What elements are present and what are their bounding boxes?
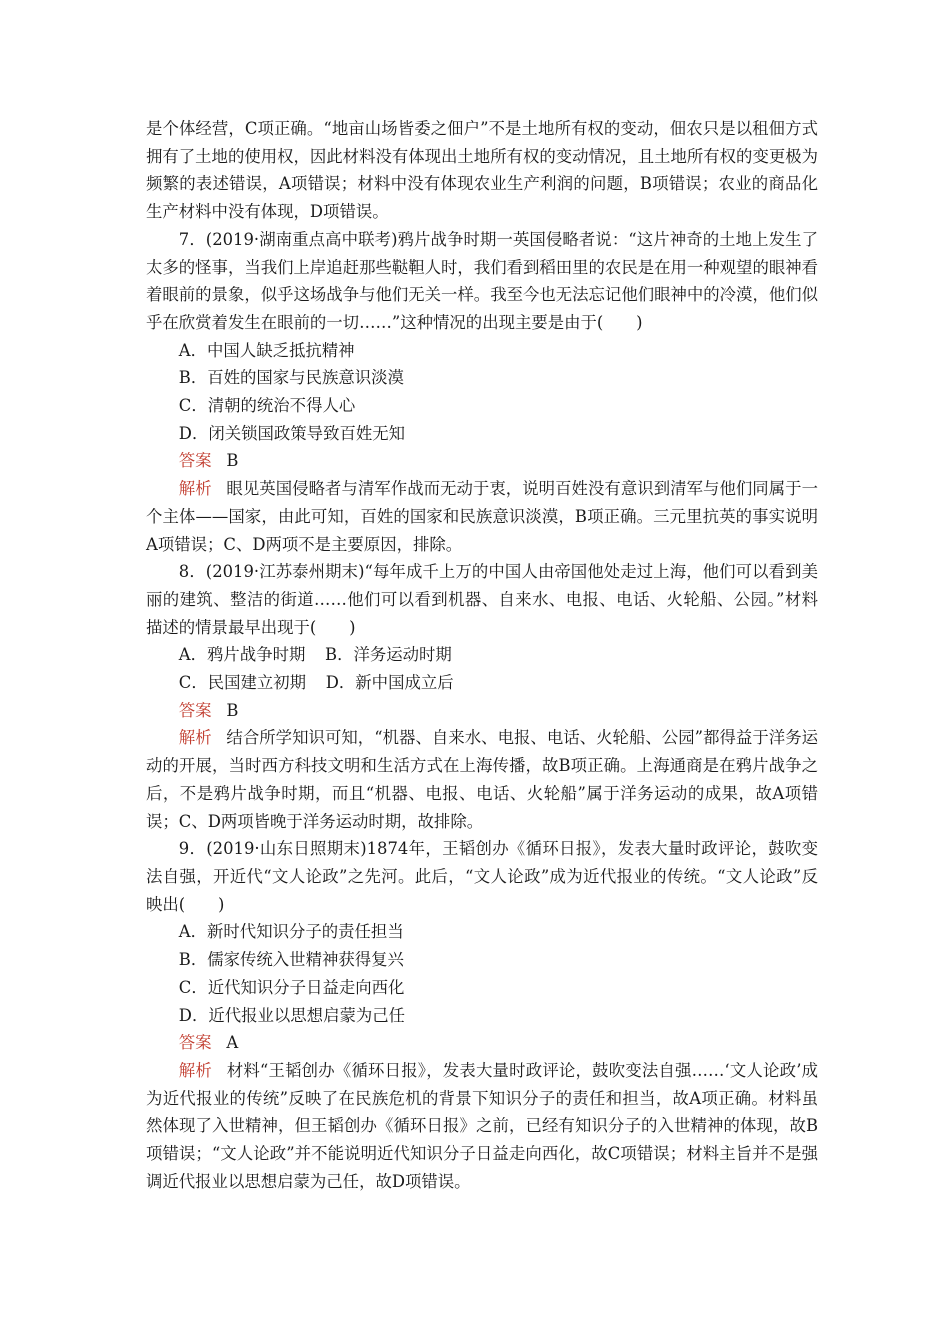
answer-label: 答案 xyxy=(178,700,212,720)
question-8-stem: 8．(2019·江苏泰州期末)“每年成千上万的中国人由帝国他处走过上海，他们可以看到美丽的建筑、整洁的街道……他们可以看到机器、自来水、电报、电话、火轮船、公园。”材料描述的情景最早出现于( ) xyxy=(146,562,818,637)
question-7-analysis-text: 眼见英国侵略者与清军作战而无动于衷，说明百姓没有意识到清军与他们同属于一个主体——国家，由此可知，百姓的国家和民族意识淡漠，B项正确。三元里抗英的事实说明A项错误；C、D两项不是主要原因，排除。 xyxy=(146,479,819,554)
question-8-analysis-text: 结合所学知识可知，“机器、自来水、电报、电话、火轮船、公园”都得益于洋务运动的开展，当时西方科技文明和生活方式在上海传播，故B项正确。上海通商是在鸦片战争之后，不是鸦片战争时期，而且“机器、电报、电话、火轮船”属于洋务运动的成果，故A项错误；C、D两项皆晚于洋务运动时期，故排除。 xyxy=(146,728,819,831)
question-8-answer xyxy=(146,697,818,725)
question-7-stem: 7．(2019·湖南重点高中联考)鸦片战争时期一英国侵略者说：“这片神奇的土地上发生了太多的怪事，当我们上岸追赶那些鞑靼人时，我们看到稻田里的农民是在用一种观望的眼神看着眼前的景象，似乎这场战争与他们无关一样。我至今也无法忘记他们眼神中的冷漠，他们似乎在欣赏着发生在眼前的一切……”这种情况的出现主要是由于( ) xyxy=(146,229,819,332)
question-9-option-b: B．儒家传统入世精神获得复兴 xyxy=(178,950,404,970)
question-9-analysis-text: 材料“王韬创办《循环日报》，发表大量时政评论，鼓吹变法自强……‘文人论政’成为近代报业的传统”反映了在民族危机的背景下知识分子的责任和担当，故A项正确。材料虽然体现了入世精神，但王韬创办《循环日报》之前，已经有知识分子的入世精神的体现，故B项错误；“文人论政”并不能说明近代知识分子日益走向西化，故C项错误；材料主旨并不是强调近代报业以思想启蒙为己任，故D项错误。 xyxy=(146,1060,818,1191)
analysis-label: 解析 xyxy=(178,1060,212,1080)
document-page xyxy=(146,115,818,1195)
analysis-label: 解析 xyxy=(178,728,212,748)
question-9-analysis xyxy=(146,1057,818,1196)
question-9-answer xyxy=(146,1029,818,1057)
question-9-option-d: D．近代报业以思想启蒙为己任 xyxy=(178,1005,406,1025)
question-9-answer-value: A xyxy=(226,1033,239,1053)
question-8-option-c: C．民国建立初期 xyxy=(178,673,307,693)
question-8-options-row-2 xyxy=(146,669,818,697)
intro-paragraph: 是个体经营，C项正确。“地亩山场皆委之佃户”不是土地所有权的变动，佃农只是以租佃方式拥有了土地的使用权，因此材料没有体现出土地所有权的变动情况，且土地所有权的变更极为频繁的表述错误，A项错误；材料中没有体现农业生产利润的问题，B项错误；农业的商品化生产材料中没有体现，D项错误。 xyxy=(146,119,819,222)
question-8-answer-value: B xyxy=(226,700,239,720)
answer-label: 答案 xyxy=(178,1033,212,1053)
question-8-option-d: D．新中国成立后 xyxy=(325,673,454,693)
question-7-option-a: A．中国人缺乏抵抗精神 xyxy=(178,340,355,360)
question-7-answer-value: B xyxy=(226,451,239,471)
question-9-option-a: A．新时代知识分子的责任担当 xyxy=(178,922,404,942)
question-7-analysis xyxy=(146,475,818,558)
question-9-stem: 9．(2019·山东日照期末)1874年，王韬创办《循环日报》，发表大量时政评论，鼓吹变法自强，开近代“文人论政”之先河。此后，“文人论政”成为近代报业的传统。“文人论政”反映出( ) xyxy=(146,839,818,914)
question-9-option-c: C．近代知识分子日益走向西化 xyxy=(178,977,405,997)
question-7-option-d: D．闭关锁国政策导致百姓无知 xyxy=(178,423,406,443)
analysis-label: 解析 xyxy=(178,479,212,499)
question-8-option-b: B．洋务运动时期 xyxy=(325,645,452,665)
question-8-option-a: A．鸦片战争时期 xyxy=(178,645,306,665)
answer-label: 答案 xyxy=(178,451,212,471)
question-8-analysis xyxy=(146,724,818,835)
question-8-options-row-1 xyxy=(146,641,818,669)
question-7-option-b: B．百姓的国家与民族意识淡漠 xyxy=(178,368,404,388)
question-7-answer xyxy=(146,447,818,475)
question-7-option-c: C．清朝的统治不得人心 xyxy=(178,396,356,416)
